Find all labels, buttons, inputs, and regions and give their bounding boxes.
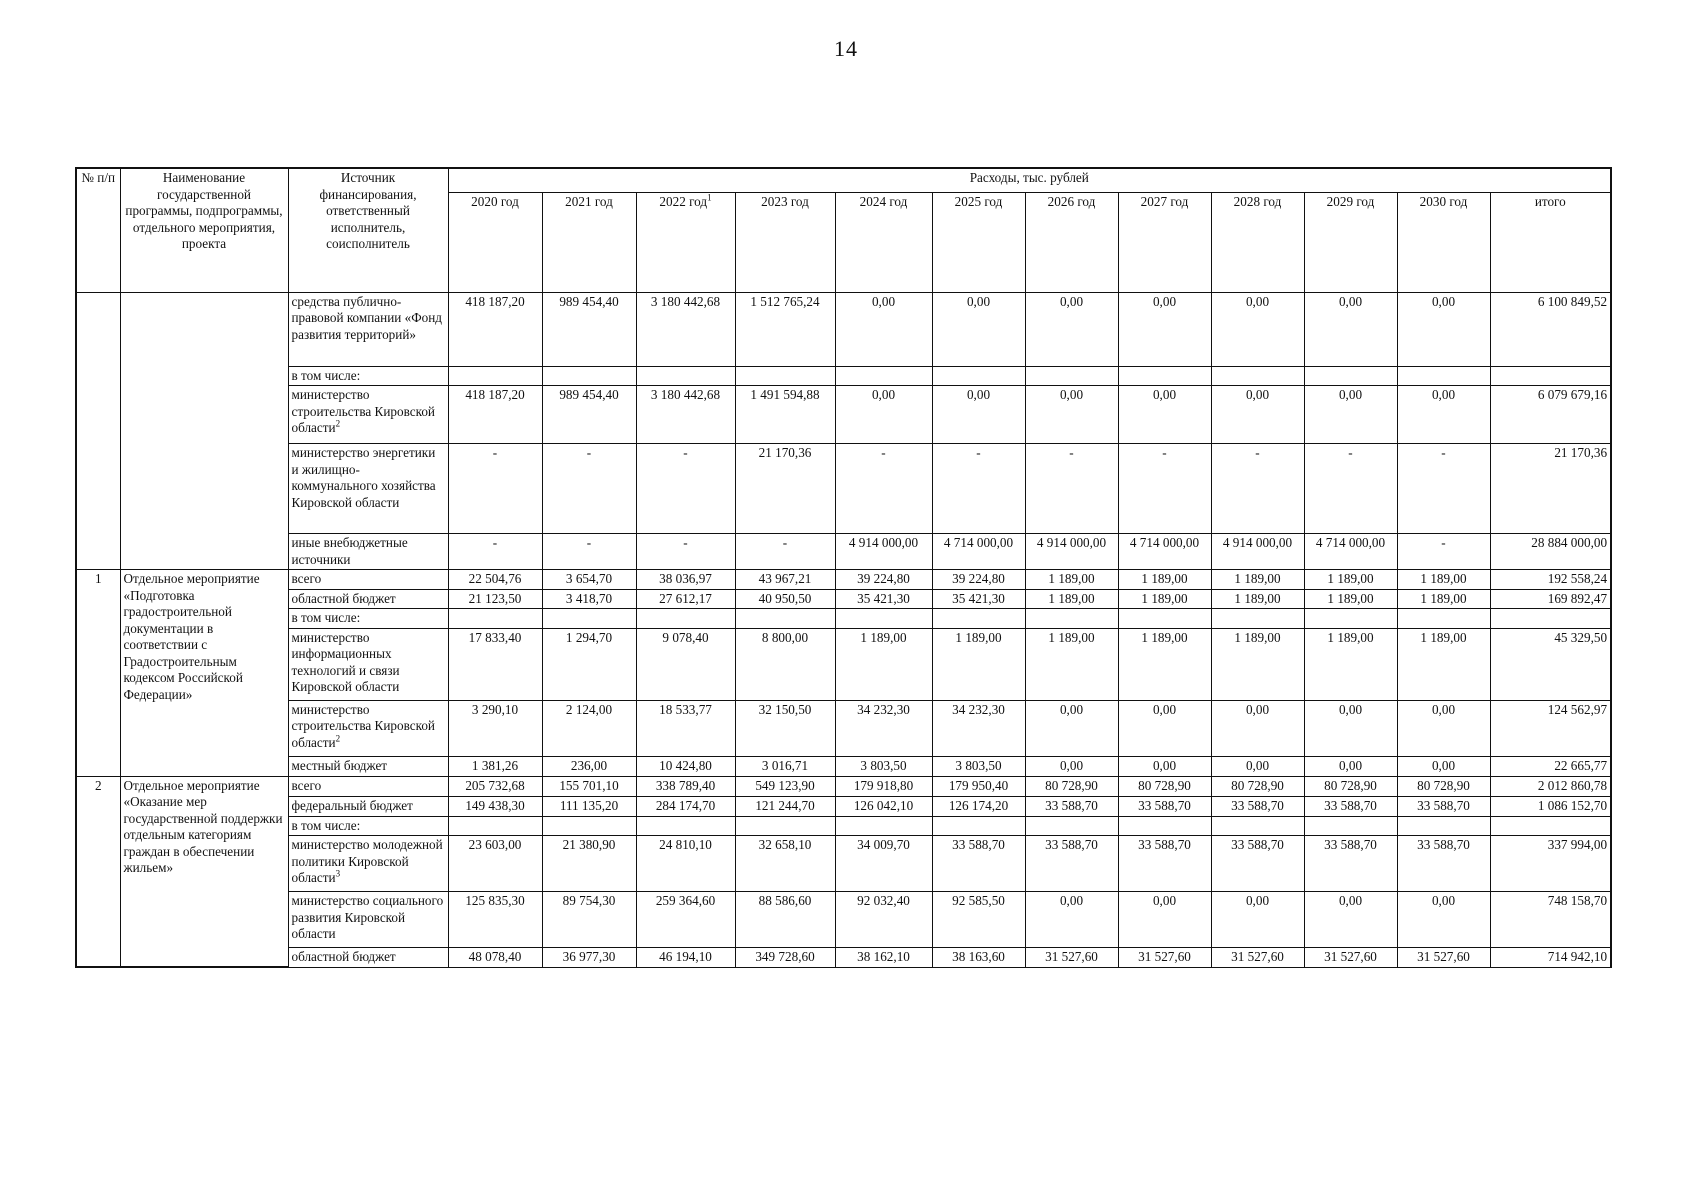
expense-cell: 34 009,70 (835, 836, 932, 892)
expense-cell: 39 224,80 (932, 570, 1025, 590)
expense-cell (1397, 816, 1490, 836)
expense-cell: 1 189,00 (1304, 570, 1397, 590)
expense-cell: 4 914 000,00 (835, 534, 932, 570)
expense-cell (1118, 816, 1211, 836)
expense-cell: - (1118, 444, 1211, 534)
expense-cell: 48 078,40 (448, 948, 542, 968)
expense-cell: 0,00 (1118, 892, 1211, 948)
expense-cell: 1 189,00 (1025, 628, 1118, 700)
header-year-5: 2025 год (932, 192, 1025, 292)
row-number: 2 (76, 776, 120, 967)
expense-cell: 39 224,80 (835, 570, 932, 590)
expense-cell: 33 588,70 (1397, 836, 1490, 892)
expense-cell: 0,00 (1025, 386, 1118, 444)
funding-source: областной бюджет (288, 589, 448, 609)
expense-cell: 3 654,70 (542, 570, 636, 590)
page-number: 14 (834, 36, 858, 61)
expense-cell: 1 189,00 (1211, 570, 1304, 590)
expense-cell: 989 454,40 (542, 292, 636, 366)
total-cell (1490, 816, 1611, 836)
expense-cell: - (448, 444, 542, 534)
expense-cell: 0,00 (1211, 700, 1304, 756)
footnote-marker: 2 (335, 418, 341, 429)
total-cell (1490, 366, 1611, 386)
program-name: Отдельное мероприятие «Подготовка градостроительной документации в соответствии с Градостроительным кодексом Российской Федерации» (120, 570, 288, 777)
expense-cell: 1 189,00 (835, 628, 932, 700)
expense-cell (542, 609, 636, 629)
expense-cell: 27 612,17 (636, 589, 735, 609)
header-year-9: 2029 год (1304, 192, 1397, 292)
expense-cell: 1 189,00 (1211, 589, 1304, 609)
expense-cell: - (542, 444, 636, 534)
table-row (76, 948, 1611, 968)
funding-source: средства публично-правовой компании «Фонд развития территорий» (288, 292, 448, 366)
expense-cell: 0,00 (1304, 700, 1397, 756)
expense-cell: - (1304, 444, 1397, 534)
expense-cell: 4 914 000,00 (1025, 534, 1118, 570)
header-year-7: 2027 год (1118, 192, 1211, 292)
expense-cell (1211, 366, 1304, 386)
expense-cell: - (448, 534, 542, 570)
expense-cell (448, 366, 542, 386)
table-row (76, 700, 1611, 756)
expense-cell: - (735, 534, 835, 570)
expense-cell: 0,00 (1025, 756, 1118, 776)
expense-cell: 31 527,60 (1397, 948, 1490, 968)
table-row (76, 756, 1611, 776)
expense-cell: - (1211, 444, 1304, 534)
expense-cell: 0,00 (1397, 892, 1490, 948)
expense-cell: 33 588,70 (1304, 796, 1397, 816)
expense-cell (636, 609, 735, 629)
total-cell: 169 892,47 (1490, 589, 1611, 609)
program-name: Отдельное мероприятие «Оказание мер государственной поддержки отдельным категориям граждан в обеспечении жильем» (120, 776, 288, 967)
expense-cell: 1 294,70 (542, 628, 636, 700)
expense-cell: 21 170,36 (735, 444, 835, 534)
header-year-8: 2028 год (1211, 192, 1304, 292)
expense-cell: 3 180 442,68 (636, 292, 735, 366)
expense-cell: 3 180 442,68 (636, 386, 735, 444)
expense-cell: - (932, 444, 1025, 534)
expense-cell: 38 162,10 (835, 948, 932, 968)
expense-cell: 4 914 000,00 (1211, 534, 1304, 570)
expense-cell: 1 189,00 (932, 628, 1025, 700)
expense-cell: - (1397, 444, 1490, 534)
expense-cell: 0,00 (1025, 892, 1118, 948)
expense-cell: 31 527,60 (1118, 948, 1211, 968)
expense-cell: 0,00 (1025, 700, 1118, 756)
program-name (120, 292, 288, 570)
expense-cell (1211, 609, 1304, 629)
footnote-marker: 1 (707, 192, 712, 203)
table-row (76, 816, 1611, 836)
expense-cell: 1 381,26 (448, 756, 542, 776)
expense-cell: 35 421,30 (835, 589, 932, 609)
expense-cell: 46 194,10 (636, 948, 735, 968)
expense-cell: 4 714 000,00 (932, 534, 1025, 570)
expense-cell: 0,00 (1211, 292, 1304, 366)
expense-cell: 32 658,10 (735, 836, 835, 892)
expense-cell: 126 174,20 (932, 796, 1025, 816)
total-cell: 22 665,77 (1490, 756, 1611, 776)
header-year-0: 2020 год (448, 192, 542, 292)
expense-cell: 23 603,00 (448, 836, 542, 892)
funding-source: в том числе: (288, 366, 448, 386)
header-num: № п/п (76, 168, 120, 292)
expense-cell: 236,00 (542, 756, 636, 776)
expense-cell: 17 833,40 (448, 628, 542, 700)
header-program-name: Наименование государственной программы, подпрограммы, отдельного мероприятия, проекта (120, 168, 288, 292)
funding-source: в том числе: (288, 816, 448, 836)
total-cell: 2 012 860,78 (1490, 776, 1611, 796)
expense-cell (542, 816, 636, 836)
header-year-4: 2024 год (835, 192, 932, 292)
funding-source: местный бюджет (288, 756, 448, 776)
expense-cell (1025, 816, 1118, 836)
expense-cell: 33 588,70 (1304, 836, 1397, 892)
expense-cell: 33 588,70 (1118, 796, 1211, 816)
expense-cell: 80 728,90 (1397, 776, 1490, 796)
expense-cell: 92 032,40 (835, 892, 932, 948)
expense-cell: 121 244,70 (735, 796, 835, 816)
expense-cell: 1 512 765,24 (735, 292, 835, 366)
expense-cell: 0,00 (1211, 756, 1304, 776)
expense-cell (1397, 609, 1490, 629)
header-year-6: 2026 год (1025, 192, 1118, 292)
funding-source: иные внебюджетные источники (288, 534, 448, 570)
expense-cell (835, 816, 932, 836)
expense-cell: 0,00 (835, 386, 932, 444)
total-cell: 6 100 849,52 (1490, 292, 1611, 366)
row-number: 1 (76, 570, 120, 777)
expense-cell: 0,00 (1397, 756, 1490, 776)
expense-cell (1118, 366, 1211, 386)
expense-cell: 4 714 000,00 (1304, 534, 1397, 570)
expense-cell (636, 366, 735, 386)
funding-source: федеральный бюджет (288, 796, 448, 816)
expense-cell: 259 364,60 (636, 892, 735, 948)
expense-cell: 33 588,70 (1211, 836, 1304, 892)
expense-cell: - (1025, 444, 1118, 534)
expense-cell (932, 609, 1025, 629)
header-expenses-title: Расходы, тыс. рублей (448, 168, 1611, 192)
funding-source: в том числе: (288, 609, 448, 629)
expense-cell: 1 189,00 (1118, 589, 1211, 609)
expense-cell: 89 754,30 (542, 892, 636, 948)
total-cell: 192 558,24 (1490, 570, 1611, 590)
table-row (76, 292, 1611, 366)
expense-cell: 1 189,00 (1025, 570, 1118, 590)
expense-cell (1304, 609, 1397, 629)
expense-cell: 179 918,80 (835, 776, 932, 796)
expense-cell: - (542, 534, 636, 570)
expense-cell: 80 728,90 (1118, 776, 1211, 796)
expense-cell (1118, 609, 1211, 629)
expense-cell: 21 380,90 (542, 836, 636, 892)
expense-cell (636, 816, 735, 836)
expense-cell: 0,00 (1304, 292, 1397, 366)
expense-cell: 33 588,70 (1025, 836, 1118, 892)
expense-cell: 31 527,60 (1211, 948, 1304, 968)
funding-source: министерство строительства Кировской области$^2$ (288, 386, 448, 444)
expense-cell: 31 527,60 (1025, 948, 1118, 968)
footnote-marker: 2 (335, 733, 341, 744)
expense-cell: 0,00 (1118, 292, 1211, 366)
table-row (76, 776, 1611, 796)
total-cell (1490, 609, 1611, 629)
header-year-1: 2021 год (542, 192, 636, 292)
expense-cell: 34 232,30 (932, 700, 1025, 756)
expense-cell: 155 701,10 (542, 776, 636, 796)
expense-cell: 284 174,70 (636, 796, 735, 816)
expense-cell (1397, 366, 1490, 386)
expense-cell: 126 042,10 (835, 796, 932, 816)
funding-source: министерство социального развития Кировской области (288, 892, 448, 948)
expense-cell: 0,00 (1211, 892, 1304, 948)
expense-cell: 33 588,70 (1397, 796, 1490, 816)
total-cell: 714 942,10 (1490, 948, 1611, 968)
total-cell: 748 158,70 (1490, 892, 1611, 948)
expense-cell (932, 816, 1025, 836)
expense-cell: 0,00 (1118, 700, 1211, 756)
expense-cell: 1 189,00 (1025, 589, 1118, 609)
expense-cell (735, 366, 835, 386)
expense-cell: 0,00 (1211, 386, 1304, 444)
expense-cell (735, 609, 835, 629)
expense-cell (1025, 366, 1118, 386)
expense-cell: 338 789,40 (636, 776, 735, 796)
header-total: итого (1490, 192, 1611, 292)
expense-cell (448, 816, 542, 836)
expense-cell: 1 491 594,88 (735, 386, 835, 444)
table-body (76, 292, 1611, 967)
funding-source: областной бюджет (288, 948, 448, 968)
expense-cell: 989 454,40 (542, 386, 636, 444)
expense-cell: 33 588,70 (1211, 796, 1304, 816)
table-row (76, 796, 1611, 816)
expense-cell: 3 803,50 (932, 756, 1025, 776)
funding-source: министерство строительства Кировской области$^2$ (288, 700, 448, 756)
funding-source: всего (288, 776, 448, 796)
expense-cell (1304, 366, 1397, 386)
expense-cell: 1 189,00 (1118, 628, 1211, 700)
expense-cell: 43 967,21 (735, 570, 835, 590)
table-row (76, 609, 1611, 629)
expense-cell: 36 977,30 (542, 948, 636, 968)
expense-cell: 8 800,00 (735, 628, 835, 700)
funding-source: всего (288, 570, 448, 590)
expense-cell: 0,00 (1118, 756, 1211, 776)
expense-cell: 0,00 (1118, 386, 1211, 444)
header-year-2: 2022 год$^1$ (636, 192, 735, 292)
header-funding-source: Источник финансирования, ответственный исполнитель, соисполнитель (288, 168, 448, 292)
table-row (76, 589, 1611, 609)
expense-cell: 33 588,70 (1118, 836, 1211, 892)
expense-cell: 9 078,40 (636, 628, 735, 700)
header-year-3: 2023 год (735, 192, 835, 292)
expense-cell: 0,00 (835, 292, 932, 366)
table-row (76, 892, 1611, 948)
expense-cell: 125 835,30 (448, 892, 542, 948)
expense-cell: 38 163,60 (932, 948, 1025, 968)
total-cell: 337 994,00 (1490, 836, 1611, 892)
expense-cell: - (1397, 534, 1490, 570)
total-cell: 124 562,97 (1490, 700, 1611, 756)
expense-cell: 418 187,20 (448, 292, 542, 366)
expense-cell: 0,00 (1397, 292, 1490, 366)
expense-cell: 40 950,50 (735, 589, 835, 609)
expense-cell: 92 585,50 (932, 892, 1025, 948)
expense-cell: 179 950,40 (932, 776, 1025, 796)
expense-cell (932, 366, 1025, 386)
expense-cell: 0,00 (1397, 386, 1490, 444)
funding-source: министерство информационных технологий и связи Кировской области (288, 628, 448, 700)
budget-table (75, 167, 1612, 968)
expense-cell (1211, 816, 1304, 836)
expense-cell: - (636, 444, 735, 534)
expense-cell: 1 189,00 (1118, 570, 1211, 590)
expense-cell: 0,00 (1304, 892, 1397, 948)
expense-cell: 31 527,60 (1304, 948, 1397, 968)
expense-cell: 10 424,80 (636, 756, 735, 776)
expense-cell: 3 418,70 (542, 589, 636, 609)
funding-source: министерство энергетики и жилищно-коммунального хозяйства Кировской области (288, 444, 448, 534)
expense-cell: 38 036,97 (636, 570, 735, 590)
expense-cell: 24 810,10 (636, 836, 735, 892)
expense-cell: 0,00 (932, 386, 1025, 444)
table-row (76, 534, 1611, 570)
table-row (76, 570, 1611, 590)
table-row (76, 386, 1611, 444)
expense-cell: 205 732,68 (448, 776, 542, 796)
table-row (76, 366, 1611, 386)
expense-cell: 0,00 (1304, 756, 1397, 776)
expense-cell (542, 366, 636, 386)
expense-cell: 1 189,00 (1304, 589, 1397, 609)
expense-cell: 34 232,30 (835, 700, 932, 756)
row-number (76, 292, 120, 570)
expense-cell: 0,00 (1304, 386, 1397, 444)
expense-cell: 0,00 (932, 292, 1025, 366)
expense-cell (735, 816, 835, 836)
expense-cell: - (636, 534, 735, 570)
expense-cell: 3 803,50 (835, 756, 932, 776)
table-row (76, 628, 1611, 700)
expense-cell: 88 586,60 (735, 892, 835, 948)
funding-source: министерство молодежной политики Кировской области$^3$ (288, 836, 448, 892)
expense-cell: 1 189,00 (1397, 570, 1490, 590)
footnote-marker: 3 (335, 868, 341, 879)
expense-cell (448, 609, 542, 629)
expense-cell: 3 290,10 (448, 700, 542, 756)
expense-cell (1025, 609, 1118, 629)
expense-cell: 549 123,90 (735, 776, 835, 796)
table-header (76, 168, 1611, 292)
expense-cell: 33 588,70 (1025, 796, 1118, 816)
expense-cell (1304, 816, 1397, 836)
expense-cell: 1 189,00 (1397, 628, 1490, 700)
total-cell: 21 170,36 (1490, 444, 1611, 534)
expense-cell: 80 728,90 (1025, 776, 1118, 796)
expense-cell: 149 438,30 (448, 796, 542, 816)
expense-cell (835, 609, 932, 629)
expense-cell: 1 189,00 (1397, 589, 1490, 609)
expense-cell: - (835, 444, 932, 534)
expense-cell: 21 123,50 (448, 589, 542, 609)
expense-cell: 80 728,90 (1304, 776, 1397, 796)
table-row (76, 444, 1611, 534)
total-cell: 1 086 152,70 (1490, 796, 1611, 816)
expense-cell: 18 533,77 (636, 700, 735, 756)
expense-cell: 111 135,20 (542, 796, 636, 816)
expense-cell: 35 421,30 (932, 589, 1025, 609)
total-cell: 45 329,50 (1490, 628, 1611, 700)
header-year-10: 2030 год (1397, 192, 1490, 292)
expense-cell: 32 150,50 (735, 700, 835, 756)
expense-cell: 0,00 (1397, 700, 1490, 756)
expense-cell: 1 189,00 (1304, 628, 1397, 700)
expense-cell: 0,00 (1025, 292, 1118, 366)
expense-cell: 3 016,71 (735, 756, 835, 776)
table-row (76, 836, 1611, 892)
expense-cell: 22 504,76 (448, 570, 542, 590)
total-cell: 6 079 679,16 (1490, 386, 1611, 444)
expense-cell: 349 728,60 (735, 948, 835, 968)
expense-cell: 33 588,70 (932, 836, 1025, 892)
expense-cell: 418 187,20 (448, 386, 542, 444)
expense-cell (835, 366, 932, 386)
expense-cell: 4 714 000,00 (1118, 534, 1211, 570)
total-cell: 28 884 000,00 (1490, 534, 1611, 570)
expense-cell: 2 124,00 (542, 700, 636, 756)
expense-cell: 80 728,90 (1211, 776, 1304, 796)
expense-cell: 1 189,00 (1211, 628, 1304, 700)
